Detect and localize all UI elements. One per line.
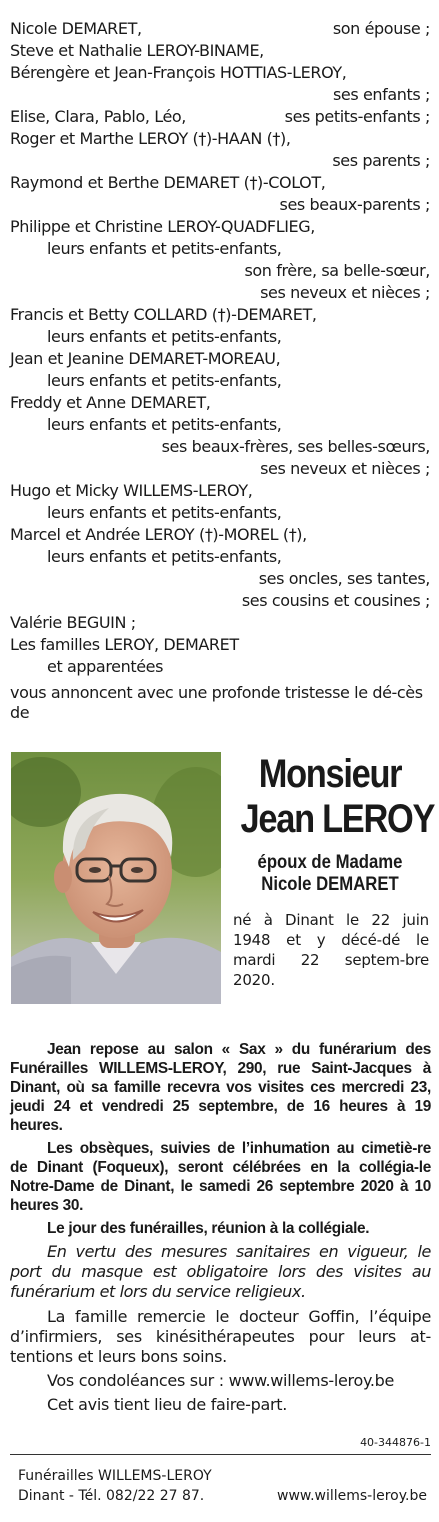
footer-left	[18, 1466, 212, 1506]
brother-in-law-2: Jean et Jeanine DEMARET-MOREAU,	[10, 349, 281, 368]
footer-website: www.willems-leroy.be	[277, 1488, 427, 1504]
footer-phone: Dinant - Tél. 082/22 27 87.	[18, 1488, 205, 1504]
sibling-role-2: ses neveux et nièces ;	[260, 283, 430, 302]
footer-divider	[10, 1454, 431, 1455]
portrait-photo	[11, 752, 221, 1004]
family-list	[10, 18, 430, 723]
meeting-paragraph: Le jour des funérailles, réunion à la collégiale.	[47, 1220, 370, 1237]
spouse-of-line-1: époux de Madame	[257, 852, 403, 873]
deceased-name-block	[226, 752, 434, 896]
uncles-role-1: ses oncles, ses tantes,	[258, 569, 430, 588]
brother-in-law-1-descendants: leurs enfants et petits-enfants,	[47, 327, 282, 346]
sibling-role-1: son frère, sa belle-sœur,	[244, 261, 430, 280]
grandchildren-role: ses petits-enfants ;	[284, 107, 430, 126]
other-relative: Valérie BEGUIN ;	[10, 613, 136, 632]
uncle-1: Hugo et Micky WILLEMS-LEROY,	[10, 481, 253, 500]
sibling-name: Philippe et Christine LEROY-QUADFLIEG,	[10, 217, 315, 236]
viewing-paragraph: Jean repose au salon « Sax » du funérarium des Funérailles WILLEMS-LEROY, 290, rue Saint-Jacques à Dinant, où sa famille recevra vos visites ces mercredi 23, jeudi 24 et vendredi 25 septembre, de 16 heures à 19 heures.	[10, 1041, 431, 1134]
deceased-name: Jean LEROY	[240, 797, 435, 841]
footer-company: Funérailles WILLEMS-LEROY	[18, 1468, 212, 1484]
uncle-2-descendants: leurs enfants et petits-enfants,	[47, 547, 282, 566]
spouse-name: Nicole DEMARET,	[10, 19, 142, 38]
sibling-descendants: leurs enfants et petits-enfants,	[47, 239, 282, 258]
reference-number: 40-344876-1	[360, 1436, 431, 1449]
family-row-spouse	[10, 18, 430, 40]
families-line: Les familles LEROY, DEMARET	[10, 635, 239, 654]
brother-in-law-3-descendants: leurs enfants et petits-enfants,	[47, 415, 282, 434]
spouse-role: son épouse ;	[332, 19, 430, 38]
family-row-grandchildren	[10, 106, 430, 128]
portrait-illustration	[11, 752, 221, 1004]
spouse-of-line-2: Nicole DEMARET	[261, 874, 399, 895]
sanitary-paragraph: En vertu des mesures sanitaires en vigueur, le port du masque est obligatoire lors des visites au funérarium et lors du service religieux.	[10, 1242, 431, 1301]
funeral-details	[10, 1040, 431, 1419]
in-laws-role-2: ses neveux et nièces ;	[260, 459, 430, 478]
brother-in-law-3: Freddy et Anne DEMARET,	[10, 393, 211, 412]
families-related: et apparentées	[47, 657, 164, 676]
grandchildren-names: Elise, Clara, Pablo, Léo,	[10, 107, 186, 126]
brother-in-law-2-descendants: leurs enfants et petits-enfants,	[47, 371, 282, 390]
inlaws-role: ses beaux-parents ;	[279, 195, 430, 214]
inlaws-name: Raymond et Berthe DEMARET (†)-COLOT,	[10, 173, 326, 192]
parents-name: Roger et Marthe LEROY (†)-HAAN (†),	[10, 129, 291, 148]
uncle-2: Marcel et Andrée LEROY (†)-MOREL (†),	[10, 525, 307, 544]
child-name-2: Bérengère et Jean-François HOTTIAS-LEROY,	[10, 63, 347, 82]
thanks-paragraph: La famille remercie le docteur Goffin, l’équipe d’infirmiers, ses kinésithérapeutes pour leurs at-tentions et leurs bons soins.	[10, 1307, 431, 1366]
condolences-line: Vos condoléances sur : www.willems-leroy.be	[47, 1371, 395, 1390]
uncles-role-2: ses cousins et cousines ;	[241, 591, 430, 610]
in-laws-role-1: ses beaux-frères, ses belles-sœurs,	[161, 437, 430, 456]
notice-line: Cet avis tient lieu de faire-part.	[47, 1395, 288, 1414]
announcement-text: vous annoncent avec une profonde tristesse le dé-cès de	[10, 683, 423, 722]
funeral-paragraph: Les obsèques, suivies de l’inhumation au cimetiè-re de Dinant (Foqueux), seront célébrées en la collégia-le Notre-Dame de Dinant, le samedi 26 septembre 2020 à 10 heures 30.	[10, 1140, 431, 1214]
parents-role: ses parents ;	[332, 151, 430, 170]
birth-death-dates: né à Dinant le 22 juin 1948 et y décé-dé le mardi 22 septem-bre 2020.	[233, 911, 429, 989]
brother-in-law-1: Francis et Betty COLLARD (†)-DEMARET,	[10, 305, 317, 324]
deceased-title: Monsieur	[258, 752, 402, 796]
children-role: ses enfants ;	[332, 85, 430, 104]
child-name-1: Steve et Nathalie LEROY-BINAME,	[10, 41, 264, 60]
uncle-1-descendants: leurs enfants et petits-enfants,	[47, 503, 282, 522]
